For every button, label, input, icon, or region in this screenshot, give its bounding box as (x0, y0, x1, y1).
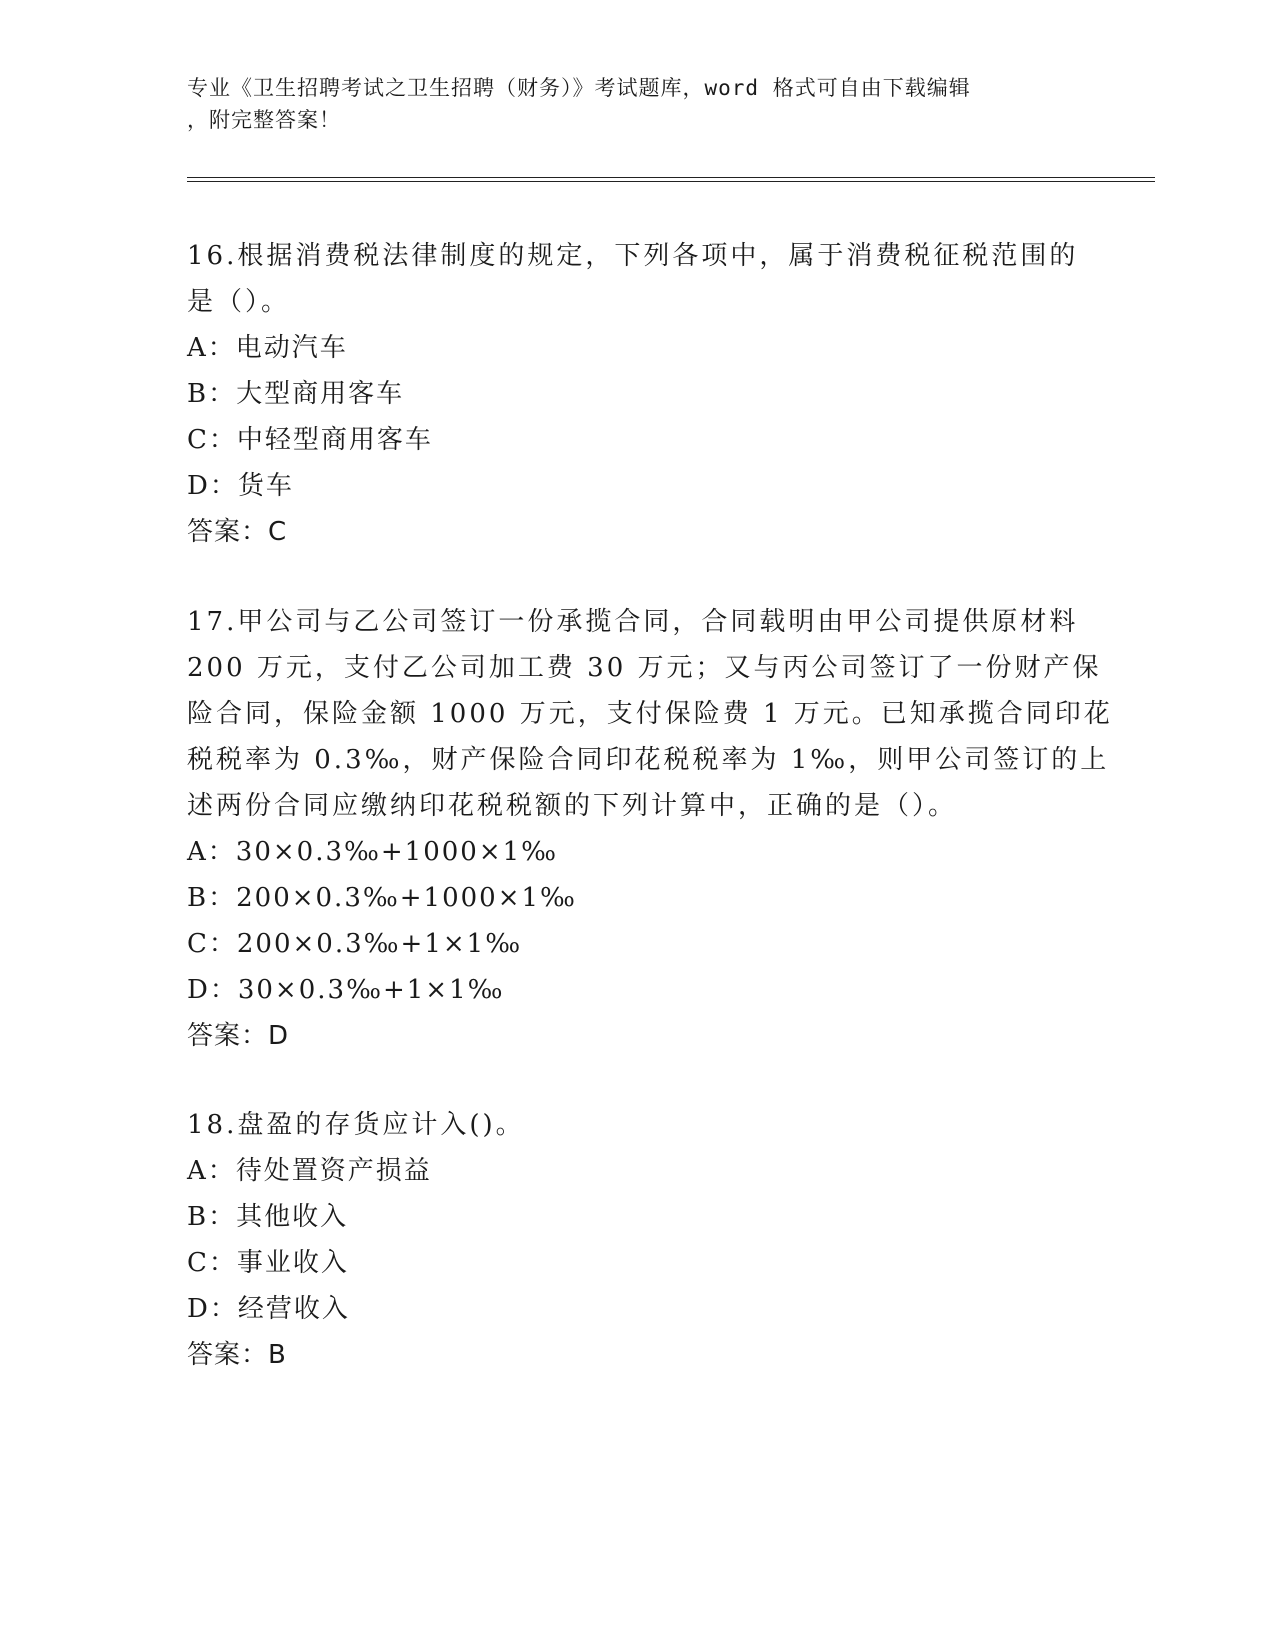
option-a: A：30×0.3‰+1000×1‰ (187, 837, 559, 867)
option-c: C：中轻型商用客车 (187, 425, 433, 455)
header-line-1: 专业《卫生招聘考试之卫生招聘（财务）》考试题库，word 格式可自由下载编辑 (187, 76, 971, 100)
option-d: D：经营收入 (187, 1294, 350, 1324)
option-b: B：大型商用客车 (187, 379, 405, 409)
option-d: D：货车 (187, 471, 294, 501)
question-text-line: 18.盘盈的存货应计入()。 (187, 1110, 525, 1140)
option-a: A：电动汽车 (187, 333, 348, 363)
answer-line: 答案：C (187, 517, 288, 547)
question-text-line: 是（）。 (187, 287, 291, 317)
question-text-line: 16.根据消费税法律制度的规定，下列各项中，属于消费税征税范围的 (187, 241, 1079, 271)
document-header (187, 72, 1067, 136)
question-16 (187, 233, 1087, 555)
header-divider (187, 177, 1155, 182)
question-text-line: 险合同，保险金额 1000 万元，支付保险费 1 万元。已知承揽合同印花 (187, 699, 1113, 729)
option-b: B：其他收入 (187, 1202, 349, 1232)
question-text-line: 17.甲公司与乙公司签订一份承揽合同，合同载明由甲公司提供原材料 (187, 607, 1079, 637)
header-line-2: ，附完整答案！ (187, 108, 341, 132)
option-c: C：200×0.3‰+1×1‰ (187, 929, 523, 959)
question-text-line: 述两份合同应缴纳印花税税额的下列计算中，正确的是（）。 (187, 791, 958, 821)
option-b: B：200×0.3‰+1000×1‰ (187, 883, 577, 913)
question-text-line: 税税率为 0.3‰，财产保险合同印花税税率为 1‰，则甲公司签订的上 (187, 745, 1110, 775)
question-text-line: 200 万元，支付乙公司加工费 30 万元；又与丙公司签订了一份财产保 (187, 653, 1102, 683)
question-18 (187, 1102, 1087, 1378)
answer-line: 答案：D (187, 1021, 290, 1051)
question-17 (187, 599, 1113, 1059)
option-c: C：事业收入 (187, 1248, 349, 1278)
option-a: A：待处置资产损益 (187, 1156, 432, 1186)
answer-line: 答案：B (187, 1340, 287, 1370)
option-d: D：30×0.3‰+1×1‰ (187, 975, 505, 1005)
